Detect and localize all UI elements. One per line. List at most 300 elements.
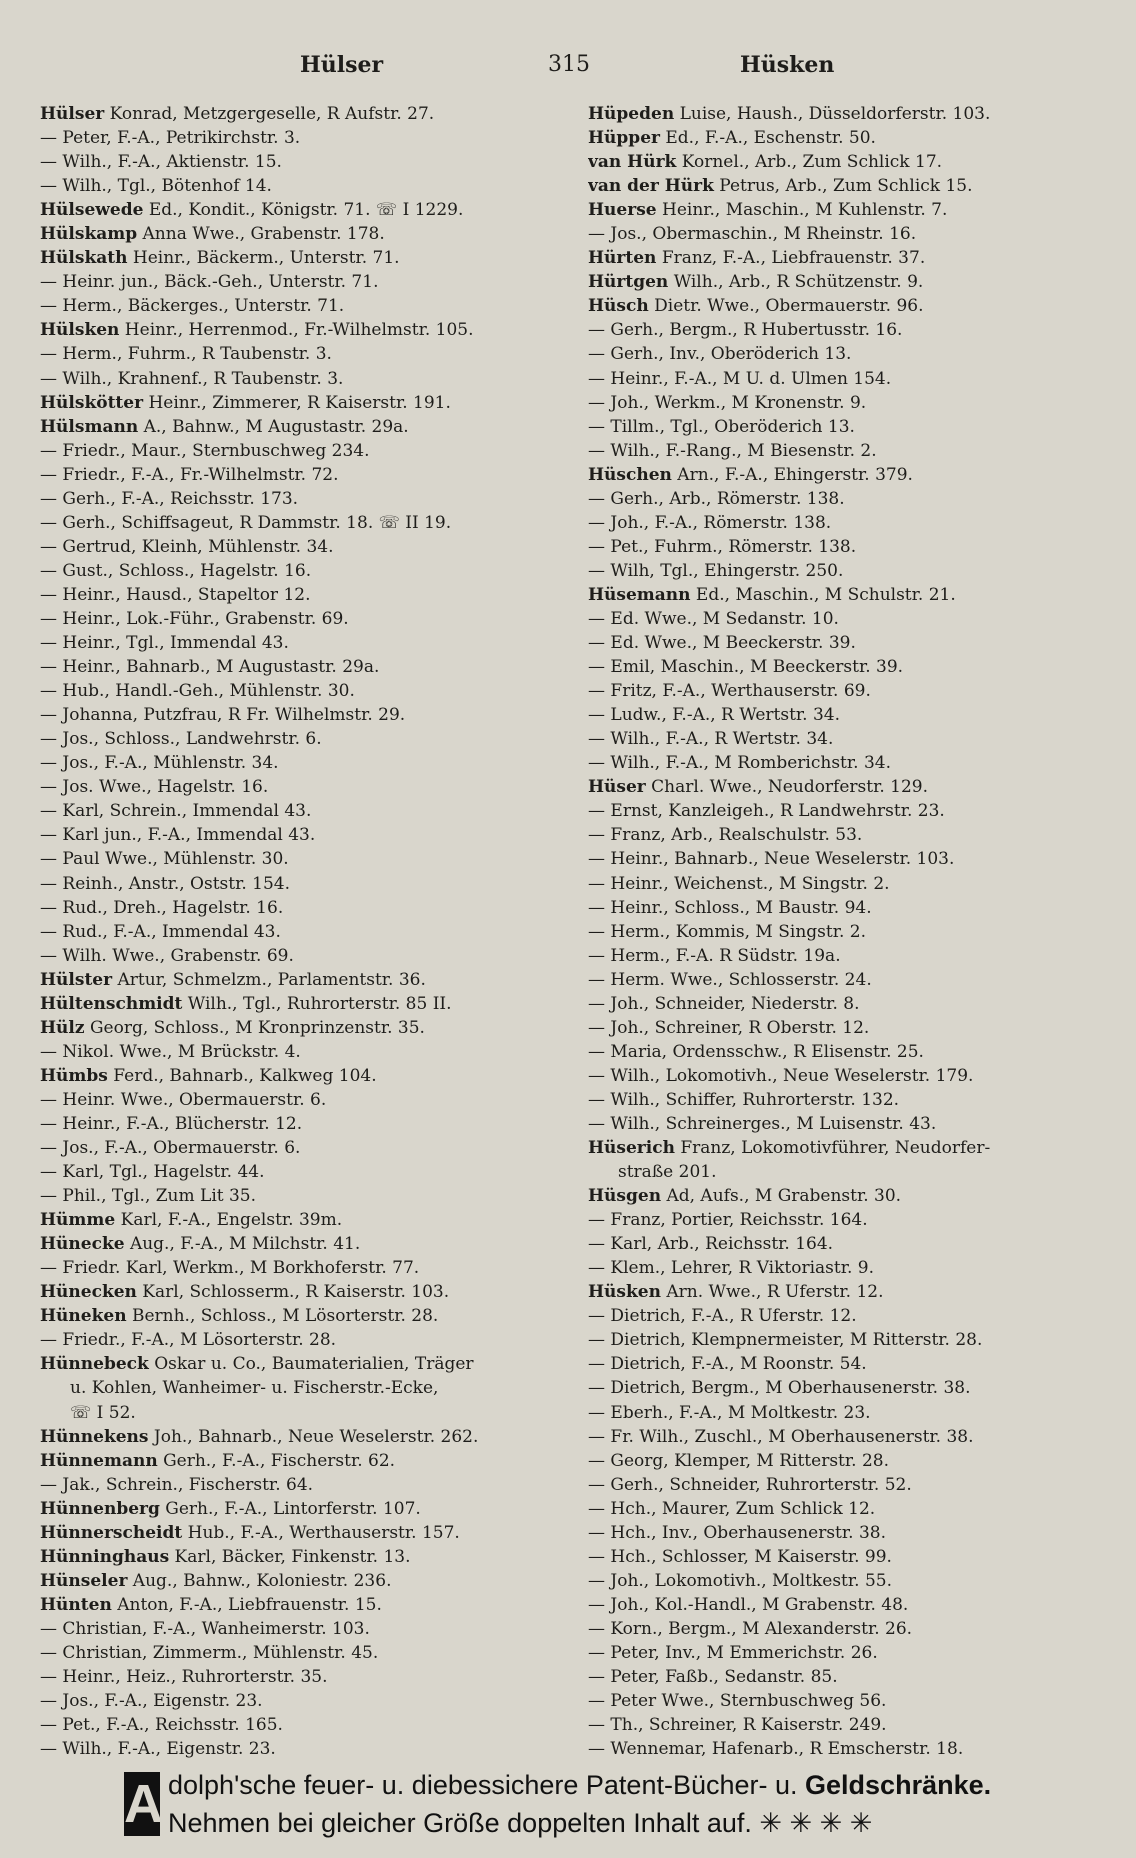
- directory-entry: [588, 367, 1108, 391]
- entry-details: — Gerh., Arb., Römerstr. 138.: [588, 488, 845, 509]
- directory-entry: [588, 1232, 1108, 1256]
- entry-surname: Hültenschmidt: [40, 993, 183, 1014]
- entry-details: Heinr., Zimmerer, R Kaiserstr. 191.: [143, 392, 451, 413]
- directory-entry: [40, 535, 560, 559]
- entry-details: — Dietrich, F.-A., R Uferstr. 12.: [588, 1306, 857, 1327]
- entry-details: — Gerh., Schiffsageut, R Dammstr. 18. ☏ II 19.: [40, 512, 452, 533]
- entry-details: — Pet., Fuhrm., Römerstr. 138.: [588, 536, 857, 557]
- entry-details: — Klem., Lehrer, R Viktoriastr. 9.: [588, 1258, 875, 1279]
- directory-entry: [588, 1328, 1108, 1352]
- directory-entry: [40, 703, 560, 727]
- entry-surname: Hüpper: [588, 128, 660, 149]
- entry-details: — Heinr., Tgl., Immendal 43.: [40, 633, 289, 654]
- entry-details: — Paul Wwe., Mühlenstr. 30.: [40, 849, 289, 870]
- entry-surname: Hüserich: [588, 1138, 675, 1159]
- advertisement: [124, 1764, 1084, 1848]
- directory-entry: [40, 391, 560, 415]
- directory-entry: [40, 102, 560, 126]
- header-left-keyword: Hülser: [300, 52, 384, 78]
- directory-entry: [40, 1136, 560, 1160]
- entry-surname: Hülsmann: [40, 416, 139, 437]
- entry-details: — Joh., F.-A., Römerstr. 138.: [588, 512, 832, 533]
- directory-entry: [588, 1737, 1108, 1761]
- entry-surname: Hülskamp: [40, 224, 138, 245]
- entry-details: — Jak., Schrein., Fischerstr. 64.: [40, 1474, 314, 1495]
- entry-surname: Hünninghaus: [40, 1546, 170, 1567]
- directory-entry: [588, 631, 1108, 655]
- directory-entry: [40, 1280, 560, 1304]
- entry-details: — Herm., Bäckerges., Unterstr. 71.: [40, 296, 345, 317]
- entry-details: — Joh., Kol.-Handl., M Grabenstr. 48.: [588, 1594, 909, 1615]
- directory-entry: [40, 1352, 560, 1376]
- directory-entry: [40, 607, 560, 631]
- entry-details: — Gust., Schloss., Hagelstr. 16.: [40, 560, 312, 581]
- directory-entry: [588, 655, 1108, 679]
- directory-entry: [588, 607, 1108, 631]
- entry-surname: Hülskötter: [40, 392, 144, 413]
- directory-entry: [588, 1545, 1108, 1569]
- entry-details: — Emil, Maschin., M Beeckerstr. 39.: [588, 657, 904, 678]
- directory-entry: [588, 150, 1108, 174]
- directory-entry: [588, 1376, 1108, 1400]
- ad-line-2: Nehmen bei gleicher Größe doppelten Inhalt auf. ✳ ✳ ✳ ✳: [168, 1808, 873, 1838]
- entry-details: Arn., F.-A., Ehingerstr. 379.: [671, 464, 913, 485]
- entry-details: — Ed. Wwe., M Beeckerstr. 39.: [588, 633, 856, 654]
- entry-details: — Jos., F.-A., Eigenstr. 23.: [40, 1691, 263, 1712]
- entry-details: Bernh., Schloss., M Lösorterstr. 28.: [126, 1306, 439, 1327]
- entry-details: — Hch., Schlosser, M Kaiserstr. 99.: [588, 1546, 892, 1567]
- entry-details: — Heinr., Hausd., Stapeltor 12.: [40, 584, 311, 605]
- entry-surname: Hüsken: [588, 1282, 661, 1303]
- ad-line-1-bold: Geldschränke.: [805, 1770, 992, 1800]
- entry-surname: van der Hürk: [588, 176, 714, 197]
- entry-details: — Peter, Faßb., Sedanstr. 85.: [588, 1667, 838, 1688]
- entry-details: — Heinr., Lok.-Führ., Grabenstr. 69.: [40, 608, 349, 629]
- entry-details: Luise, Haush., Düsseldorferstr. 103.: [674, 104, 991, 124]
- directory-entry: [588, 992, 1108, 1016]
- entry-details: — Karl, Schrein., Immendal 43.: [40, 801, 312, 822]
- directory-entry: [588, 1641, 1108, 1665]
- entry-details: — Heinr. jun., Bäck.-Geh., Unterstr. 71.: [40, 272, 379, 293]
- entry-details: — Gerh., F.-A., Reichsstr. 173.: [40, 488, 299, 509]
- entry-details: — Wilh., F.-A., R Wertstr. 34.: [588, 729, 834, 750]
- directory-entry: [40, 1545, 560, 1569]
- entry-surname: Hünnekens: [40, 1426, 149, 1447]
- directory-entry: [40, 150, 560, 174]
- directory-entry: [40, 1304, 560, 1328]
- entry-details: Franz, F.-A., Liebfrauenstr. 37.: [656, 248, 926, 269]
- directory-entry: [588, 1352, 1108, 1376]
- entry-details: Ed., Kondit., Königstr. 71. ☏ I 1229.: [143, 200, 464, 221]
- directory-entry: [588, 1088, 1108, 1112]
- page-header: [0, 52, 1136, 88]
- entry-details: — Heinr. Wwe., Obermauerstr. 6.: [40, 1089, 327, 1110]
- entry-surname: Hüpeden: [588, 104, 675, 124]
- directory-entry: [588, 1713, 1108, 1737]
- entry-details: — Georg, Klemper, M Ritterstr. 28.: [588, 1450, 889, 1471]
- directory-entry: [588, 487, 1108, 511]
- directory-entry: [40, 775, 560, 799]
- entry-details: Gerh., F.-A., Lintorferstr. 107.: [159, 1498, 421, 1519]
- directory-entry: [588, 1401, 1108, 1425]
- directory-entry: [588, 1136, 1108, 1160]
- directory-entry: [40, 944, 560, 968]
- directory-entry: [40, 1497, 560, 1521]
- entry-details: — Gerh., Schneider, Ruhrorterstr. 52.: [588, 1474, 912, 1495]
- entry-details: Karl, Schlosserm., R Kaiserstr. 103.: [136, 1282, 450, 1303]
- directory-entry: [40, 174, 560, 198]
- directory-entry: [40, 367, 560, 391]
- directory-entry: [40, 342, 560, 366]
- entry-surname: Hülster: [40, 969, 113, 990]
- entry-details: Kornel., Arb., Zum Schlick 17.: [676, 152, 943, 173]
- directory-entry: [588, 1689, 1108, 1713]
- directory-entry: [588, 1449, 1108, 1473]
- entry-details: — Johanna, Putzfrau, R Fr. Wilhelmstr. 29.: [40, 705, 406, 726]
- entry-details: Ed., F.-A., Eschenstr. 50.: [659, 128, 876, 149]
- entry-surname: Huerse: [588, 200, 657, 221]
- directory-entry: [588, 1280, 1108, 1304]
- directory-entry: [588, 703, 1108, 727]
- directory-entry: [588, 1425, 1108, 1449]
- entry-surname: Hülser: [40, 104, 105, 124]
- entry-details: — Christian, F.-A., Wanheimerstr. 103.: [40, 1618, 370, 1639]
- entry-details: Karl, Bäcker, Finkenstr. 13.: [169, 1546, 411, 1567]
- directory-entry: [40, 126, 560, 150]
- directory-entry: [588, 102, 1108, 126]
- left-column: [40, 102, 560, 1761]
- entry-details: — Heinr., F.-A., M U. d. Ulmen 154.: [588, 368, 892, 389]
- directory-entry: [588, 222, 1108, 246]
- entry-details: — Dietrich, F.-A., M Roonstr. 54.: [588, 1354, 867, 1375]
- entry-details: — Franz, Portier, Reichsstr. 164.: [588, 1210, 868, 1231]
- entry-details: — Christian, Zimmerm., Mühlenstr. 45.: [40, 1643, 379, 1663]
- entry-details: — Hch., Inv., Oberhausenerstr. 38.: [588, 1522, 886, 1543]
- entry-details: — Heinr., F.-A., Blücherstr. 12.: [40, 1113, 303, 1134]
- directory-entry: [588, 1497, 1108, 1521]
- entry-details: — Jos., F.-A., Mühlenstr. 34.: [40, 753, 279, 774]
- entry-details: Anna Wwe., Grabenstr. 178.: [137, 224, 385, 245]
- entry-details: — Wilh., Tgl., Bötenhof 14.: [40, 176, 272, 197]
- entry-details: Dietr. Wwe., Obermauerstr. 96.: [648, 296, 924, 317]
- directory-entry: [40, 1112, 560, 1136]
- directory-entry: [588, 1617, 1108, 1641]
- entry-surname: Hünnerscheidt: [40, 1522, 183, 1543]
- directory-entry: [40, 415, 560, 439]
- entry-details: Gerh., F.-A., Fischerstr. 62.: [157, 1450, 396, 1471]
- entry-details: — Wilh., F.-A., Eigenstr. 23.: [40, 1739, 276, 1760]
- entry-surname: Hülsken: [40, 320, 120, 341]
- entry-details: — Wilh., Lokomotivh., Neue Weselerstr. 179.: [588, 1065, 974, 1086]
- entry-surname: Hünecke: [40, 1234, 125, 1255]
- entry-details: Ferd., Bahnarb., Kalkweg 104.: [107, 1065, 377, 1086]
- entry-surname: Hüsemann: [588, 584, 691, 605]
- entry-details: Karl, F.-A., Engelstr. 39m.: [115, 1210, 343, 1231]
- directory-entry: [40, 1689, 560, 1713]
- entry-details: Wilh., Arb., R Schützenstr. 9.: [668, 272, 924, 293]
- directory-entry: [588, 439, 1108, 463]
- entry-details: — Fr. Wilh., Zuschl., M Oberhausenerstr. 38.: [588, 1426, 974, 1447]
- directory-entry: [40, 1737, 560, 1761]
- entry-surname: Hülskath: [40, 248, 128, 269]
- entry-details: Charl. Wwe., Neudorferstr. 129.: [645, 777, 929, 798]
- entry-surname: Hüser: [588, 777, 646, 798]
- directory-entry: [40, 1328, 560, 1352]
- entry-details: — Heinr., Weichenst., M Singstr. 2.: [588, 873, 890, 894]
- directory-entry: [588, 583, 1108, 607]
- entry-details: — Rud., Dreh., Hagelstr. 16.: [40, 897, 284, 918]
- directory-entry: [40, 1184, 560, 1208]
- entry-details: — Friedr., Maur., Sternbuschweg 234.: [40, 440, 370, 461]
- entry-surname: Hüschen: [588, 464, 672, 485]
- entry-details: — Jos., Schloss., Landwehrstr. 6.: [40, 729, 322, 750]
- directory-entry: [40, 751, 560, 775]
- entry-details: ☏ I 52.: [70, 1402, 136, 1423]
- entry-details: Petrus, Arb., Zum Schlick 15.: [713, 176, 973, 197]
- directory-entry: [40, 487, 560, 511]
- directory-entry: [40, 439, 560, 463]
- directory-entry: [588, 463, 1108, 487]
- directory-entry: [588, 799, 1108, 823]
- directory-entry: [588, 847, 1108, 871]
- entry-details: — Wilh., F.-A., Aktienstr. 15.: [40, 152, 282, 173]
- page-number: 315: [548, 52, 590, 77]
- entry-details: Oskar u. Co., Baumaterialien, Träger: [148, 1354, 474, 1375]
- entry-details: Joh., Bahnarb., Neue Weselerstr. 262.: [148, 1426, 479, 1447]
- entry-details: — Herm., Fuhrm., R Taubenstr. 3.: [40, 344, 332, 365]
- ad-line-1-text: dolph'sche feuer- u. diebessichere Patent-Bücher- u.: [168, 1770, 806, 1800]
- directory-entry: [588, 1593, 1108, 1617]
- entry-surname: Hülz: [40, 1017, 85, 1038]
- directory-entry: [588, 1064, 1108, 1088]
- directory-entry: [40, 1593, 560, 1617]
- directory-entry: [40, 1088, 560, 1112]
- directory-entry: [40, 920, 560, 944]
- directory-entry: [588, 775, 1108, 799]
- directory-entry: [40, 1160, 560, 1184]
- directory-entry: [40, 823, 560, 847]
- entry-details: — Karl, Tgl., Hagelstr. 44.: [40, 1162, 265, 1183]
- entry-details: — Fritz, F.-A., Werthauserstr. 69.: [588, 681, 871, 702]
- directory-entry: [40, 463, 560, 487]
- directory-entry: [588, 751, 1108, 775]
- entry-details: Ed., Maschin., M Schulstr. 21.: [690, 584, 956, 605]
- right-column: [588, 102, 1108, 1761]
- directory-entry: [588, 318, 1108, 342]
- directory-entry: [588, 1016, 1108, 1040]
- directory-entry: [40, 222, 560, 246]
- directory-entry: [588, 968, 1108, 992]
- entry-details: — Tillm., Tgl., Oberöderich 13.: [588, 416, 855, 437]
- directory-entry: [588, 270, 1108, 294]
- directory-entry: [588, 559, 1108, 583]
- entry-details: — Dietrich, Bergm., M Oberhausenerstr. 38.: [588, 1378, 971, 1399]
- directory-entry: [40, 727, 560, 751]
- entry-surname: Hünnebeck: [40, 1354, 149, 1375]
- directory-entry: [588, 1160, 1108, 1184]
- directory-entry: [40, 872, 560, 896]
- entry-surname: Hülsewede: [40, 200, 144, 221]
- entry-details: — Th., Schreiner, R Kaiserstr. 249.: [588, 1715, 887, 1736]
- entry-details: — Ed. Wwe., M Sedanstr. 10.: [588, 608, 839, 629]
- entry-surname: Hüsch: [588, 296, 649, 317]
- directory-entry: [40, 1040, 560, 1064]
- entry-details: — Ludw., F.-A., R Wertstr. 34.: [588, 705, 841, 726]
- directory-entry: [40, 968, 560, 992]
- entry-details: — Heinr., Bahnarb., Neue Weselerstr. 103.: [588, 849, 955, 870]
- directory-entry: [40, 799, 560, 823]
- directory-entry: [588, 1473, 1108, 1497]
- entry-details: Arn. Wwe., R Uferstr. 12.: [660, 1282, 884, 1303]
- directory-entry: [40, 631, 560, 655]
- entry-details: — Jos., Obermaschin., M Rheinstr. 16.: [588, 224, 917, 245]
- directory-entry: [40, 1425, 560, 1449]
- entry-details: — Hch., Maurer, Zum Schlick 12.: [588, 1498, 876, 1519]
- directory-entry: [588, 1569, 1108, 1593]
- entry-details: — Reinh., Anstr., Oststr. 154.: [40, 873, 291, 894]
- entry-details: — Peter, F.-A., Petrikirchstr. 3.: [40, 128, 301, 149]
- directory-entry: [588, 1665, 1108, 1689]
- directory-entry: [40, 1617, 560, 1641]
- entry-details: — Peter, Inv., M Emmerichstr. 26.: [588, 1643, 878, 1663]
- directory-entry: [40, 1665, 560, 1689]
- directory-entry: [588, 246, 1108, 270]
- entry-details: — Karl, Arb., Reichsstr. 164.: [588, 1234, 834, 1255]
- directory-entry: [40, 1256, 560, 1280]
- entry-details: Hub., F.-A., Werthauserstr. 157.: [182, 1522, 460, 1543]
- directory-entry: [588, 535, 1108, 559]
- entry-details: Georg, Schloss., M Kronprinzenstr. 35.: [84, 1017, 425, 1038]
- entry-details: — Maria, Ordensschw., R Elisenstr. 25.: [588, 1041, 924, 1062]
- entry-surname: Hünecken: [40, 1282, 137, 1303]
- entry-details: — Dietrich, Klempnermeister, M Ritterstr. 28.: [588, 1330, 983, 1351]
- directory-entry: [588, 1112, 1108, 1136]
- entry-surname: Hümme: [40, 1210, 116, 1231]
- directory-entry: [40, 1401, 560, 1425]
- directory-entry: [588, 872, 1108, 896]
- directory-entry: [588, 391, 1108, 415]
- entry-surname: Hüsgen: [588, 1186, 662, 1207]
- directory-entry: [40, 1449, 560, 1473]
- entry-details: — Wilh., F.-A., M Romberichstr. 34.: [588, 753, 891, 774]
- directory-entry: [588, 126, 1108, 150]
- entry-details: — Jos. Wwe., Hagelstr. 16.: [40, 777, 269, 798]
- entry-surname: Hüneken: [40, 1306, 127, 1327]
- entry-details: — Eberh., F.-A., M Moltkestr. 23.: [588, 1402, 871, 1423]
- entry-details: — Herm. Wwe., Schlosserstr. 24.: [588, 969, 872, 990]
- entry-details: — Jos., F.-A., Obermauerstr. 6.: [40, 1138, 301, 1159]
- directory-entry: [40, 1713, 560, 1737]
- entry-details: — Heinr., Heiz., Ruhrorterstr. 35.: [40, 1667, 328, 1688]
- directory-entry: [40, 294, 560, 318]
- entry-details: — Friedr. Karl, Werkm., M Borkhoferstr. 77.: [40, 1258, 420, 1279]
- entry-details: — Rud., F.-A., Immendal 43.: [40, 921, 281, 942]
- entry-details: Aug., Bahnw., Koloniestr. 236.: [127, 1570, 392, 1591]
- entry-details: Aug., F.-A., M Milchstr. 41.: [124, 1234, 361, 1255]
- directory-entry: [588, 1040, 1108, 1064]
- directory-entry: [588, 511, 1108, 535]
- directory-entry: [40, 1641, 560, 1665]
- directory-entry: [588, 679, 1108, 703]
- directory-entry: [40, 679, 560, 703]
- directory-entry: [588, 1256, 1108, 1280]
- entry-details: — Herm., F.-A. R Südstr. 19a.: [588, 945, 841, 966]
- entry-details: — Wennemar, Hafenarb., R Emscherstr. 18.: [588, 1739, 964, 1760]
- entry-details: Konrad, Metzgergeselle, R Aufstr. 27.: [104, 104, 435, 124]
- entry-details: — Peter Wwe., Sternbuschweg 56.: [588, 1691, 887, 1712]
- entry-surname: Hünnenberg: [40, 1498, 160, 1519]
- directory-entry: [40, 198, 560, 222]
- entry-details: A., Bahnw., M Augustastr. 29a.: [138, 416, 409, 437]
- entry-details: — Friedr., F.-A., Fr.-Wilhelmstr. 72.: [40, 464, 339, 485]
- entry-details: — Gertrud, Kleinh, Mühlenstr. 34.: [40, 536, 334, 557]
- entry-surname: Hümbs: [40, 1065, 108, 1086]
- entry-details: — Phil., Tgl., Zum Lit 35.: [40, 1186, 257, 1207]
- directory-entry: [40, 1569, 560, 1593]
- entry-details: — Gerh., Inv., Oberöderich 13.: [588, 344, 852, 365]
- entry-details: — Wilh., F.-Rang., M Biesenstr. 2.: [588, 440, 877, 461]
- directory-entry: [40, 992, 560, 1016]
- directory-entry: [40, 1521, 560, 1545]
- directory-entry: [40, 246, 560, 270]
- entry-surname: Hünseler: [40, 1570, 128, 1591]
- directory-entry: [40, 270, 560, 294]
- directory-entry: [40, 318, 560, 342]
- directory-entry: [588, 1184, 1108, 1208]
- directory-entry: [588, 944, 1108, 968]
- directory-entry: [588, 198, 1108, 222]
- entry-details: Heinr., Bäckerm., Unterstr. 71.: [127, 248, 400, 269]
- directory-entry: [40, 1208, 560, 1232]
- entry-surname: Hürten: [588, 248, 657, 269]
- directory-entry: [40, 1232, 560, 1256]
- entry-details: — Wilh., Schiffer, Ruhrorterstr. 132.: [588, 1089, 900, 1110]
- entry-details: — Joh., Werkm., M Kronenstr. 9.: [588, 392, 867, 413]
- entry-details: — Wilh, Tgl., Ehingerstr. 250.: [588, 560, 844, 581]
- entry-details: — Wilh. Wwe., Grabenstr. 69.: [40, 945, 294, 966]
- entry-details: — Joh., Schreiner, R Oberstr. 12.: [588, 1017, 870, 1038]
- directory-entry: [588, 1521, 1108, 1545]
- directory-entry: [588, 294, 1108, 318]
- directory-entry: [40, 847, 560, 871]
- directory-entry: [588, 1208, 1108, 1232]
- entry-details: — Pet., F.-A., Reichsstr. 165.: [40, 1715, 283, 1736]
- directory-entry: [588, 174, 1108, 198]
- ad-line-1: [168, 1770, 991, 1801]
- directory-entry: [588, 415, 1108, 439]
- entry-details: — Joh., Schneider, Niederstr. 8.: [588, 993, 860, 1014]
- directory-entry: [40, 583, 560, 607]
- entry-details: Ad, Aufs., M Grabenstr. 30.: [661, 1186, 902, 1207]
- entry-details: — Wilh., Krahnenf., R Taubenstr. 3.: [40, 368, 344, 389]
- entry-details: — Karl jun., F.-A., Immendal 43.: [40, 825, 316, 846]
- directory-entry: [588, 896, 1108, 920]
- directory-entry: [40, 896, 560, 920]
- entry-details: — Korn., Bergm., M Alexanderstr. 26.: [588, 1618, 913, 1639]
- entry-details: Anton, F.-A., Liebfrauenstr. 15.: [111, 1594, 382, 1615]
- directory-entry: [40, 1376, 560, 1400]
- entry-details: — Hub., Handl.-Geh., Mühlenstr. 30.: [40, 681, 355, 702]
- entry-details: — Wilh., Schreinerges., M Luisenstr. 43.: [588, 1113, 937, 1134]
- directory-entry: [588, 920, 1108, 944]
- entry-details: — Herm., Kommis, M Singstr. 2.: [588, 921, 867, 942]
- directory-entry: [40, 511, 560, 535]
- entry-details: — Ernst, Kanzleigeh., R Landwehrstr. 23.: [588, 801, 945, 822]
- entry-details: — Franz, Arb., Realschulstr. 53.: [588, 825, 863, 846]
- directory-entry: [588, 342, 1108, 366]
- entry-surname: Hürtgen: [588, 272, 669, 293]
- entry-details: Heinr., Herrenmod., Fr.-Wilhelmstr. 105.: [119, 320, 474, 341]
